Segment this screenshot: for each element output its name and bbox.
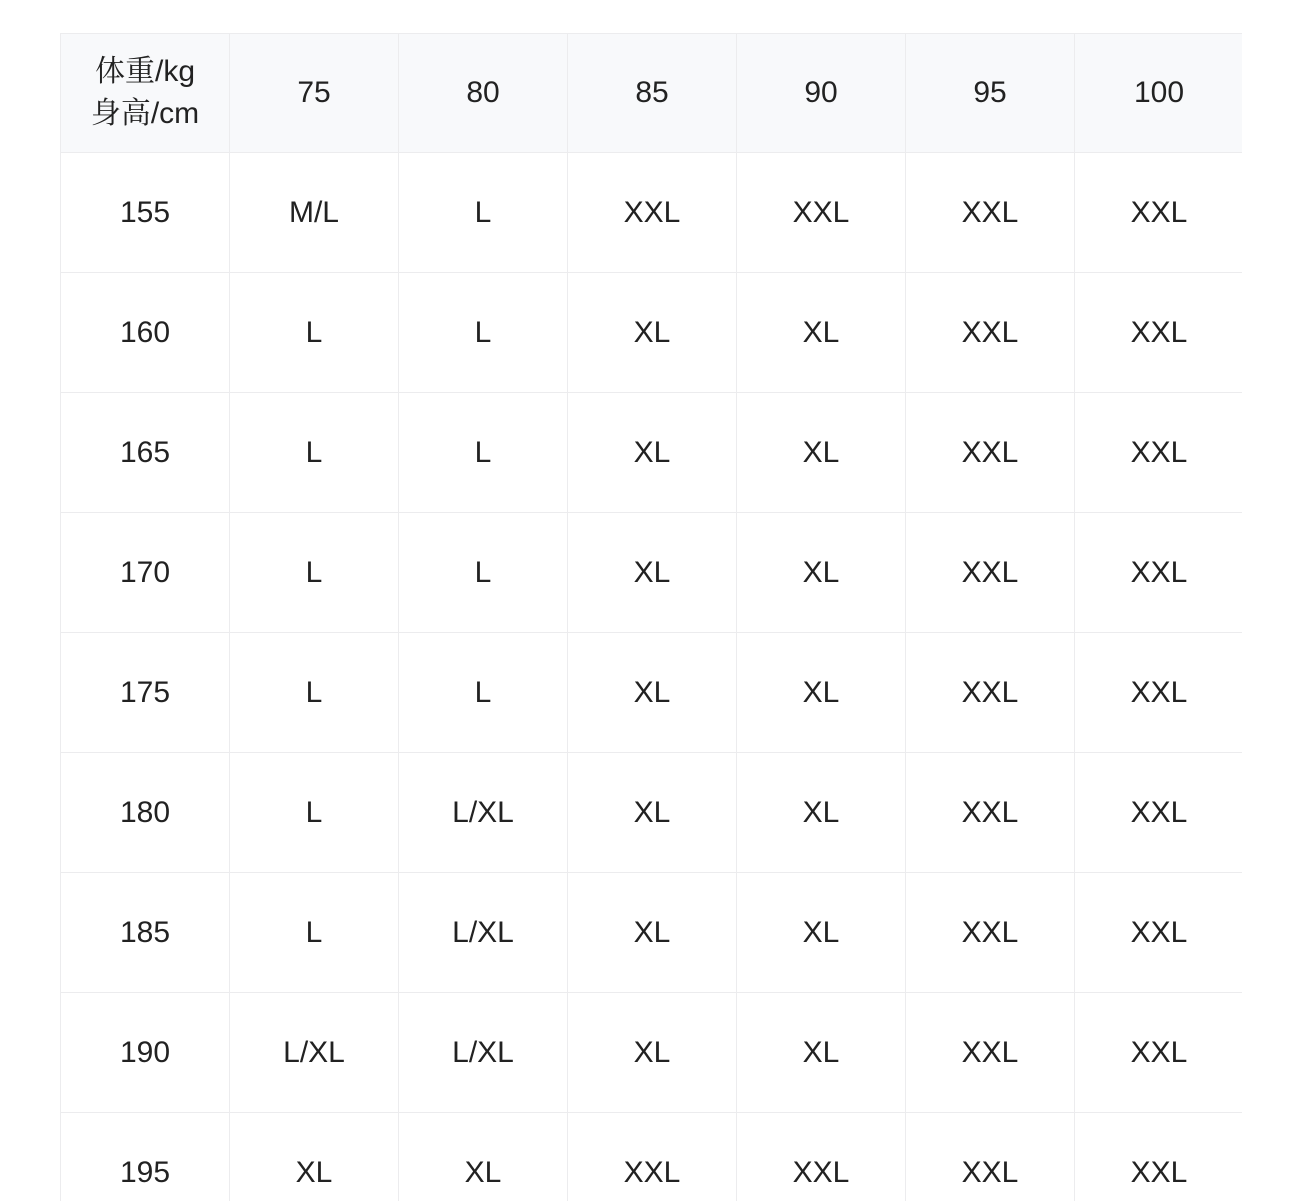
height-cell: 160 <box>61 273 230 393</box>
size-cell: XXL <box>1075 633 1243 753</box>
height-cell: 190 <box>61 993 230 1113</box>
size-cell: XL <box>737 753 906 873</box>
size-cell: L <box>399 393 568 513</box>
size-cell: XL <box>568 513 737 633</box>
size-cell: XXL <box>906 1113 1075 1201</box>
size-cell: XXL <box>568 153 737 273</box>
size-cell: XXL <box>906 873 1075 993</box>
table-row <box>61 873 1243 993</box>
size-cell: XXL <box>1075 1113 1243 1201</box>
size-cell: XXL <box>906 753 1075 873</box>
weight-header: 95 <box>906 34 1075 153</box>
weight-header: 100 <box>1075 34 1243 153</box>
size-cell: L <box>399 633 568 753</box>
size-cell: L <box>230 513 399 633</box>
table-row <box>61 753 1243 873</box>
size-cell: L <box>230 393 399 513</box>
size-cell: XL <box>568 393 737 513</box>
table-row <box>61 273 1243 393</box>
weight-axis-label: 体重/kg <box>94 55 196 88</box>
size-chart <box>60 33 1242 1201</box>
size-cell: XL <box>737 873 906 993</box>
size-cell: XXL <box>906 393 1075 513</box>
weight-header: 90 <box>737 34 906 153</box>
corner-header <box>61 34 230 153</box>
size-cell: XXL <box>1075 993 1243 1113</box>
size-cell: L <box>399 513 568 633</box>
size-cell: XL <box>568 753 737 873</box>
table-row <box>61 1113 1243 1201</box>
size-cell: L <box>399 273 568 393</box>
table-row <box>61 993 1243 1113</box>
size-cell: XL <box>737 513 906 633</box>
size-cell: L <box>230 753 399 873</box>
size-cell: L <box>399 153 568 273</box>
size-cell: XXL <box>568 1113 737 1201</box>
size-cell: XL <box>737 273 906 393</box>
size-cell: XXL <box>1075 753 1243 873</box>
table-row <box>61 633 1243 753</box>
size-cell: XXL <box>1075 513 1243 633</box>
size-cell: L/XL <box>399 993 568 1113</box>
size-cell: L/XL <box>399 873 568 993</box>
height-cell: 195 <box>61 1113 230 1201</box>
size-cell: L <box>230 633 399 753</box>
size-cell: XL <box>737 993 906 1113</box>
size-cell: L/XL <box>230 993 399 1113</box>
height-cell: 180 <box>61 753 230 873</box>
height-cell: 165 <box>61 393 230 513</box>
header-row <box>61 34 1243 153</box>
size-cell: XXL <box>1075 393 1243 513</box>
height-cell: 175 <box>61 633 230 753</box>
size-cell: XXL <box>1075 273 1243 393</box>
table-row <box>61 153 1243 273</box>
size-cell: XXL <box>737 1113 906 1201</box>
size-cell: XL <box>737 393 906 513</box>
size-table <box>60 33 1242 1201</box>
size-cell: L <box>230 273 399 393</box>
table-row <box>61 513 1243 633</box>
size-cell: XXL <box>906 513 1075 633</box>
height-cell: 170 <box>61 513 230 633</box>
weight-header: 85 <box>568 34 737 153</box>
height-axis-label: 身高/cm <box>90 97 200 130</box>
size-cell: XXL <box>906 153 1075 273</box>
size-table-body <box>61 153 1243 1201</box>
size-cell: XL <box>399 1113 568 1201</box>
size-cell: XXL <box>906 273 1075 393</box>
size-cell: XXL <box>906 993 1075 1113</box>
size-cell: L/XL <box>399 753 568 873</box>
size-cell: XXL <box>906 633 1075 753</box>
size-cell: XL <box>230 1113 399 1201</box>
size-cell: XL <box>568 873 737 993</box>
size-cell: XXL <box>1075 873 1243 993</box>
size-cell: XL <box>568 273 737 393</box>
size-cell: L <box>230 873 399 993</box>
weight-header: 75 <box>230 34 399 153</box>
height-cell: 185 <box>61 873 230 993</box>
table-row <box>61 393 1243 513</box>
size-cell: XL <box>568 633 737 753</box>
size-cell: M/L <box>230 153 399 273</box>
size-cell: XXL <box>737 153 906 273</box>
size-cell: XL <box>737 633 906 753</box>
weight-header: 80 <box>399 34 568 153</box>
size-cell: XL <box>568 993 737 1113</box>
height-cell: 155 <box>61 153 230 273</box>
size-cell: XXL <box>1075 153 1243 273</box>
